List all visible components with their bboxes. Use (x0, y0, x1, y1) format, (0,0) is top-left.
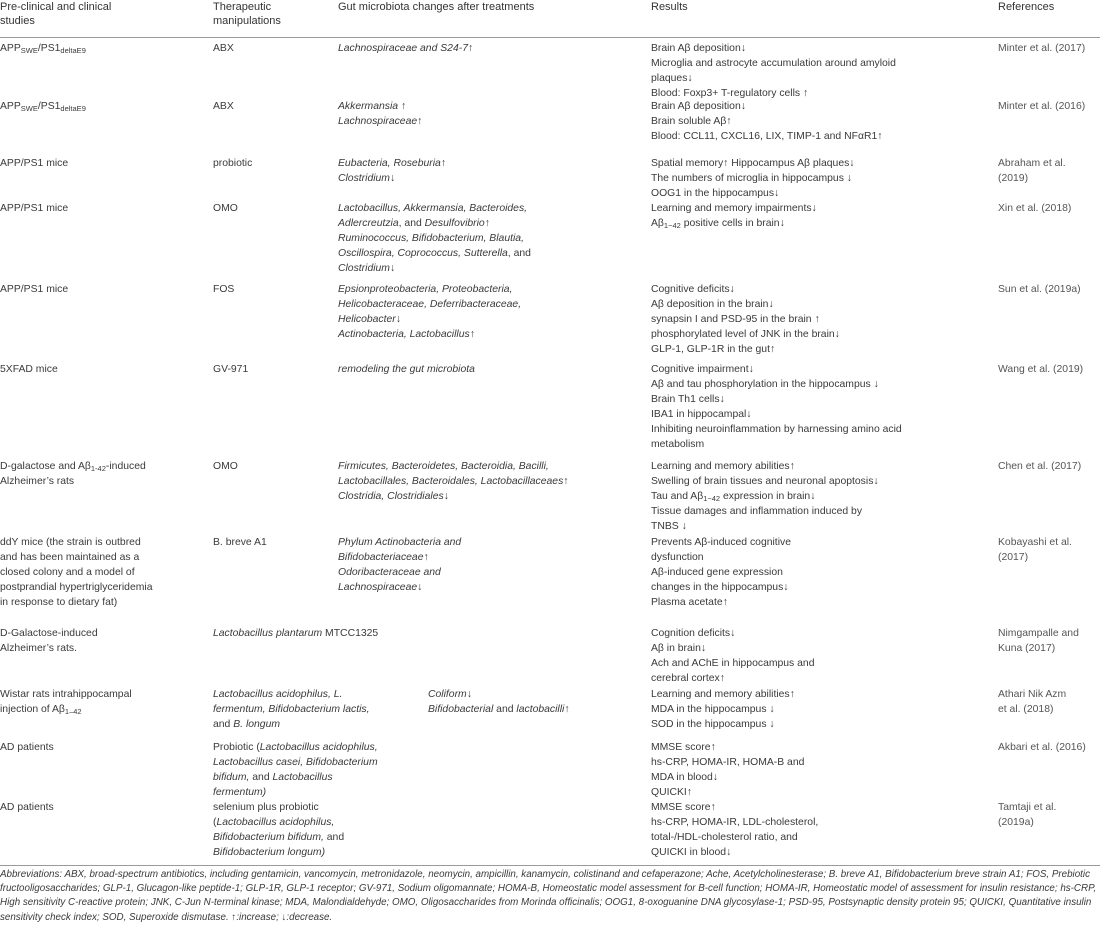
cell-therapeutic-manipulation: Lactobacillus acidophilus, L. fermentum, Bifidobacterium lactis, and B. longum (213, 689, 370, 730)
table-footnote: Abbreviations: ABX, broad-spectrum antibiotics, including gentamicin, vancomycin, metronidazole, neomycin, ampicillin, kanamycin, colistinand and cefaperazone; Ache, Acetylcholinesterase; B. breve A1, Bifidobacterium breve strain A1; FOS, Prebiotic fructooligosaccharides; GLP-1, Glucagon-like peptide-1; GLP-1R, GLP-1 receptor; GV-971, Sodium oligomannate; HOMA-B, Homeostatic model assessment for B-cell function; HOMA-IR, Homeostatic model of assessment for insulin resistance; hs-CRP, High sensitivity C-reactive protein; JNK, C-Jun N-terminal kinase; MDA, Malondialdehyde; OMO, Oligosaccharides from Morinda officinalis; OOG1, 8-oxoguanine DNA glycosylase-1; PSD-95, Postsynaptic density protein 95; QUICKI, Quantitative insulin sensitivity check index; SOD, Superoxide dismutase. ↑:increase; ↓:decrease. (0, 869, 1097, 923)
header-studies: Pre-clinical and clinical studies (0, 1, 112, 27)
cell-microbiota-changes: remodeling the gut microbiota (338, 364, 475, 375)
cell-study: D-galactose and $A\beta_{1-42}$-induced Alzheimer’s rats (0, 461, 146, 487)
cell-results: Prevents Aβ-induced cognitive dysfunction Aβ-induced gene expression changes in the hippocampus↓ Plasma acetate↑ (651, 537, 791, 608)
cell-study: $APP_{SWE}/PS1_{deltaE9}$ (0, 43, 86, 55)
cell-therapeutic-manipulation: Lactobacillus plantarum MTCC1325 (213, 628, 379, 639)
cell-study: $APP_{SWE}/PS1_{deltaE9}$ (0, 101, 86, 113)
cell-study: APP/PS1 mice (0, 158, 69, 169)
cell-results: Spatial memory↑ Hippocampus Aβ plaques↓ The numbers of microglia in hippocampus ↓ OOG1 in the hippocampus↓ (651, 158, 855, 199)
cell-therapeutic-manipulation: FOS (213, 284, 235, 295)
cell-therapeutic-manipulation: probiotic (213, 158, 253, 169)
cell-study: APP/PS1 mice (0, 284, 69, 295)
cell-results: MMSE score↑ hs-CRP, HOMA-IR, LDL-cholesterol, total-/HDL-cholesterol ratio, and QUICKI in blood↓ (651, 802, 819, 858)
cell-study: D-Galactose-induced Alzheimer’s rats. (0, 628, 98, 654)
header-therapeutic-manipulations: Therapeutic manipulations (213, 1, 281, 27)
cell-reference: Xin et al. (2018) (998, 203, 1072, 214)
cell-results: Cognitive impairment↓ Aβ and tau phosphorylation in the hippocampus ↓ Brain Th1 cells↓ IBA1 in hippocampal↓ Inhibiting neuroinflammation by harnessing amino acid metabolism (651, 364, 902, 450)
cell-reference: Akbari et al. (2016) (998, 742, 1086, 753)
cell-microbiota-changes: Coliform↓ Bifidobacterial and lactobacilli↑ (428, 689, 570, 715)
cell-therapeutic-manipulation: selenium plus probiotic (Lactobacillus acidophilus, Bifidobacterium bifidum, and Bifidobacterium longum) (213, 802, 345, 858)
cell-study: ddY mice (the strain is outbred and has been maintained as a closed colony and a model of postprandial hypertriglyceridemia in response to dietary fat) (0, 537, 153, 608)
cell-reference: Athari Nik Azm et al. (2018) (998, 689, 1067, 715)
cell-reference: Tamtaji et al. (2019a) (998, 802, 1057, 828)
cell-reference: Nimgampalle and Kuna (2017) (998, 628, 1079, 654)
cell-microbiota-changes: Lachnospiraceae and S24-7↑ (338, 43, 474, 54)
cell-reference: Sun et al. (2019a) (998, 284, 1081, 295)
cell-microbiota-changes: Akkermansia ↑ Lachnospiraceae↑ (338, 101, 423, 127)
cell-study: AD patients (0, 742, 54, 753)
header-results: Results (651, 1, 688, 13)
cell-therapeutic-manipulation: OMO (213, 203, 238, 214)
cell-therapeutic-manipulation: B. breve A1 (213, 537, 267, 548)
cell-reference: Kobayashi et al. (2017) (998, 537, 1072, 563)
table-bottom-rule (0, 865, 1100, 866)
cell-study: AD patients (0, 802, 54, 813)
header-references: References (998, 1, 1055, 13)
cell-results: Learning and memory abilities↑ MDA in the hippocampus ↓ SOD in the hippocampus ↓ (651, 689, 795, 730)
cell-results: Learning and memory impairments↓ $A\beta_{1-42}$ positive cells in brain↓ (651, 203, 817, 230)
cell-therapeutic-manipulation: GV-971 (213, 364, 249, 375)
cell-therapeutic-manipulation: ABX (213, 43, 234, 54)
cell-microbiota-changes: Lactobacillus, Akkermansia, Bacteroides, Adlercreutzia, and Desulfovibrio↑ Ruminococcus, Bifidobacterium, Blautia, Oscillospira, Coprococcus, Sutterella, and Clostridium↓ (338, 203, 531, 274)
cell-reference: Minter et al. (2017) (998, 43, 1086, 54)
cell-microbiota-changes: Epsionproteobacteria, Proteobacteria, Helicobacteraceae, Deferribacteraceae, Helicobacter↓ Actinobacteria, Lactobacillus↑ (338, 284, 522, 340)
cell-microbiota-changes: Phylum Actinobacteria and Bifidobacteriaceae↑ Odoribacteraceae and Lachnospiraceae↓ (338, 537, 462, 593)
cell-study: 5XFAD mice (0, 364, 58, 375)
cell-therapeutic-manipulation: ABX (213, 101, 234, 112)
cell-results: Cognition deficits↓ Aβ in brain↓ Ach and AChE in hippocampus and cerebral cortex↑ (651, 628, 815, 684)
cell-results: Learning and memory abilities↑ Swelling of brain tissues and neuronal apoptosis↓ Tau and $A\beta_{1-42}$ expression in brain↓ Tissue damages and inflammation induced by TNBS ↓ (651, 461, 879, 532)
header-microbiota-changes: Gut microbiota changes after treatments (338, 1, 535, 13)
cell-study: APP/PS1 mice (0, 203, 69, 214)
cell-results: Cognitive deficits↓ Aβ deposition in the brain↓ synapsin I and PSD-95 in the brain ↑ phosphorylated level of JNK in the brain↓ GLP-1, GLP-1R in the gut↑ (651, 284, 840, 355)
cell-reference: Wang et al. (2019) (998, 364, 1084, 375)
cell-microbiota-changes: Firmicutes, Bacteroidetes, Bacteroidia, Bacilli, Lactobacillales, Bacteroidales, Lactobacillaceaes↑ Clostridia, Clostridiales↓ (338, 461, 569, 502)
cell-study: Wistar rats intrahippocampal injection of $A\beta_{1-42}$ (0, 689, 132, 716)
cell-therapeutic-manipulation: OMO (213, 461, 238, 472)
cell-reference: Abraham et al. (2019) (998, 158, 1066, 184)
cell-reference: Chen et al. (2017) (998, 461, 1082, 472)
cell-reference: Minter et al. (2016) (998, 101, 1086, 112)
cell-results: Brain Aβ deposition↓ Brain soluble Aβ↑ Blood: CCL11, CXCL16, LIX, TIMP-1 and NFαR1↑ (651, 101, 883, 142)
table-header (0, 0, 1100, 38)
cell-results: Brain Aβ deposition↓ Microglia and astrocyte accumulation around amyloid plaques↓ Blood: Foxp3+ T-regulatory cells ↑ (651, 43, 896, 99)
cell-therapeutic-manipulation: Probiotic (Lactobacillus acidophilus, Lactobacillus casei, Bifidobacterium bifidum, and Lactobacillus fermentum) (213, 742, 378, 798)
cell-results: MMSE score↑ hs-CRP, HOMA-IR, HOMA-B and MDA in blood↓ QUICKI↑ (651, 742, 805, 798)
cell-microbiota-changes: Eubacteria, Roseburia↑ Clostridium↓ (338, 158, 447, 184)
